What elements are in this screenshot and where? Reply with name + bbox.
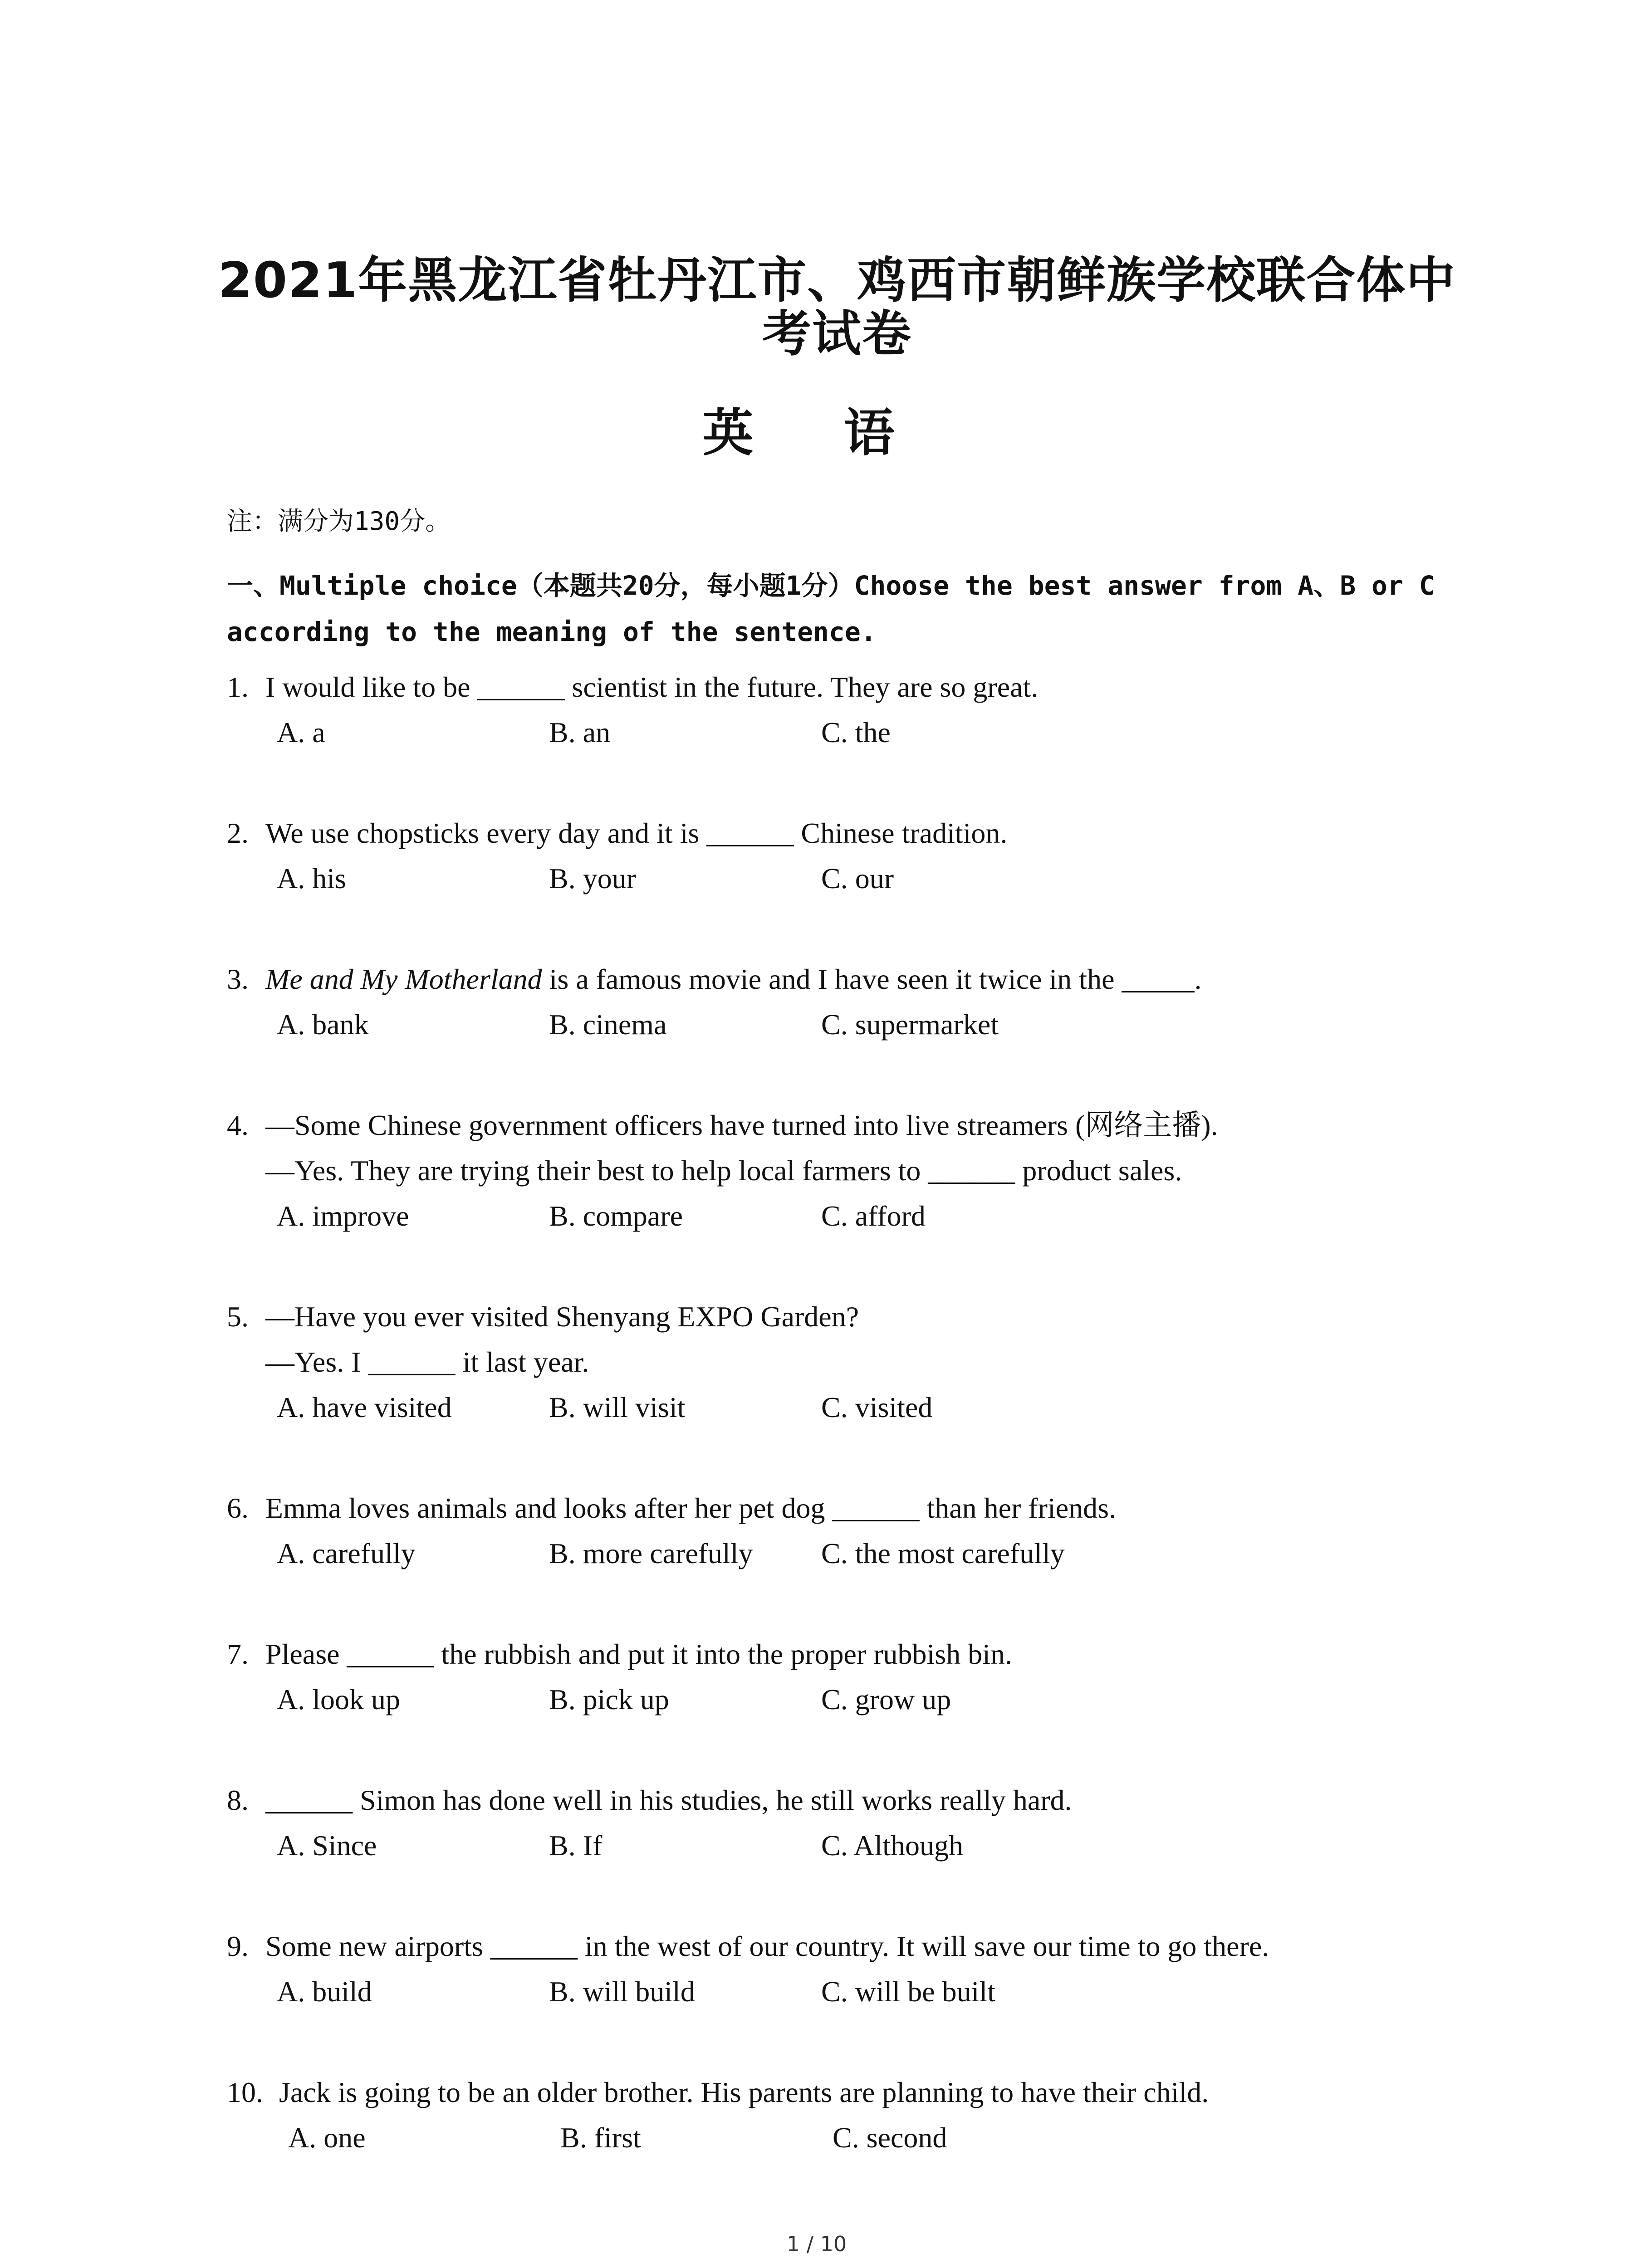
question-item [227, 957, 1452, 1103]
question-number: 1. [227, 671, 249, 703]
option-c[interactable]: C. the [821, 716, 891, 748]
option-a[interactable]: A. build [277, 1975, 372, 2008]
option-b[interactable]: B. pick up [549, 1683, 669, 1716]
question-text: Some new airports ______ in the west of our country. It will save our time to go there. [265, 1930, 1269, 1962]
option-b[interactable]: B. cinema [549, 1008, 667, 1041]
question-stem [227, 811, 1007, 856]
option-c[interactable]: C. visited [821, 1391, 933, 1423]
question-stem [227, 1103, 1218, 1193]
question-list [227, 665, 1452, 2216]
option-a[interactable]: A. improve [277, 1200, 409, 1232]
option-a[interactable]: A. look up [277, 1683, 400, 1716]
score-note: 注：满分为130分。 [227, 507, 451, 536]
option-a[interactable]: A. carefully [277, 1537, 416, 1569]
option-a[interactable]: A. bank [277, 1008, 369, 1041]
question-number: 10. [227, 2076, 263, 2108]
question-text-line-2: —Yes. I ______ it last year. [265, 1346, 589, 1378]
option-a[interactable]: A. a [277, 716, 325, 748]
question-item [227, 1103, 1452, 1294]
option-a[interactable]: A. his [277, 862, 346, 894]
page-indicator: 1 / 10 [786, 2232, 847, 2256]
option-c[interactable]: C. supermarket [821, 1008, 999, 1041]
option-c[interactable]: C. grow up [821, 1683, 951, 1716]
question-number: 3. [227, 963, 249, 995]
option-c[interactable]: C. Although [821, 1829, 963, 1862]
option-c[interactable]: C. the most carefully [821, 1537, 1065, 1569]
option-b[interactable]: B. your [549, 862, 636, 894]
question-number: 7. [227, 1638, 249, 1670]
question-text-line-2: —Yes. They are trying their best to help local farmers to ______ product sales. [265, 1154, 1182, 1187]
question-stem [227, 957, 1201, 1002]
question-stem [227, 1924, 1269, 1969]
question-text: —Some Chinese government officers have turned into live streamers (网络主播). [265, 1109, 1218, 1141]
option-c[interactable]: C. afford [821, 1200, 926, 1232]
question-number: 6. [227, 1492, 249, 1524]
question-number: 9. [227, 1930, 249, 1962]
option-b[interactable]: B. more carefully [549, 1537, 753, 1569]
subject-heading: 英 语 [702, 404, 931, 463]
option-a[interactable]: A. have visited [277, 1391, 452, 1423]
option-a[interactable]: A. Since [277, 1829, 377, 1862]
question-item [227, 1778, 1452, 1924]
question-stem [227, 2070, 1209, 2115]
question-text: Please ______ the rubbish and put it into the proper rubbish bin. [265, 1638, 1012, 1670]
question-text: Emma loves animals and looks after her pet dog ______ than her friends. [265, 1492, 1117, 1524]
section-heading: 一、Multiple choice（本题共20分，每小题1分）Choose the best answer from A、B or C according to the meaning of the sentence. [227, 570, 1435, 647]
question-text: I would like to be ______ scientist in the future. They are so great. [265, 671, 1038, 703]
exam-title-line-1: 2021年黑龙江省牡丹江市、鸡西市朝鲜族学校联合体中 [218, 252, 1456, 309]
question-item [227, 1632, 1452, 1778]
question-item [227, 1294, 1452, 1486]
option-b[interactable]: B. If [549, 1829, 603, 1862]
question-stem [227, 1486, 1116, 1531]
question-stem [227, 1294, 859, 1385]
question-number: 2. [227, 817, 249, 849]
question-item [227, 665, 1452, 811]
question-text: ______ Simon has done well in his studies, he still works really hard. [265, 1784, 1072, 1816]
option-c[interactable]: C. will be built [821, 1975, 995, 2008]
question-text: is a famous movie and I have seen it twice in the _____. [542, 963, 1202, 995]
question-number: 5. [227, 1300, 249, 1333]
option-c[interactable]: C. second [833, 2121, 947, 2154]
question-item [227, 811, 1452, 957]
option-c[interactable]: C. our [821, 862, 894, 894]
option-b[interactable]: B. will build [549, 1975, 695, 2008]
question-number: 8. [227, 1784, 249, 1816]
question-item [227, 1924, 1452, 2070]
option-b[interactable]: B. compare [549, 1200, 683, 1232]
question-stem [227, 1778, 1072, 1823]
option-b[interactable]: B. an [549, 716, 611, 748]
question-text: —Have you ever visited Shenyang EXPO Garden? [265, 1300, 859, 1333]
option-a[interactable]: A. one [288, 2121, 366, 2154]
question-stem [227, 665, 1038, 710]
question-item [227, 1486, 1452, 1632]
option-b[interactable]: B. will visit [549, 1391, 686, 1423]
question-text: Jack is going to be an older brother. His parents are planning to have their child. [279, 2076, 1209, 2108]
question-stem [227, 1632, 1012, 1677]
movie-title: Me and My Motherland [265, 963, 542, 995]
question-number: 4. [227, 1109, 249, 1141]
question-item [227, 2070, 1452, 2216]
exam-title-line-2: 考试卷 [762, 306, 912, 362]
question-text: We use chopsticks every day and it is ______ Chinese tradition. [265, 817, 1008, 849]
option-b[interactable]: B. first [560, 2121, 641, 2154]
exam-title [218, 254, 1456, 361]
